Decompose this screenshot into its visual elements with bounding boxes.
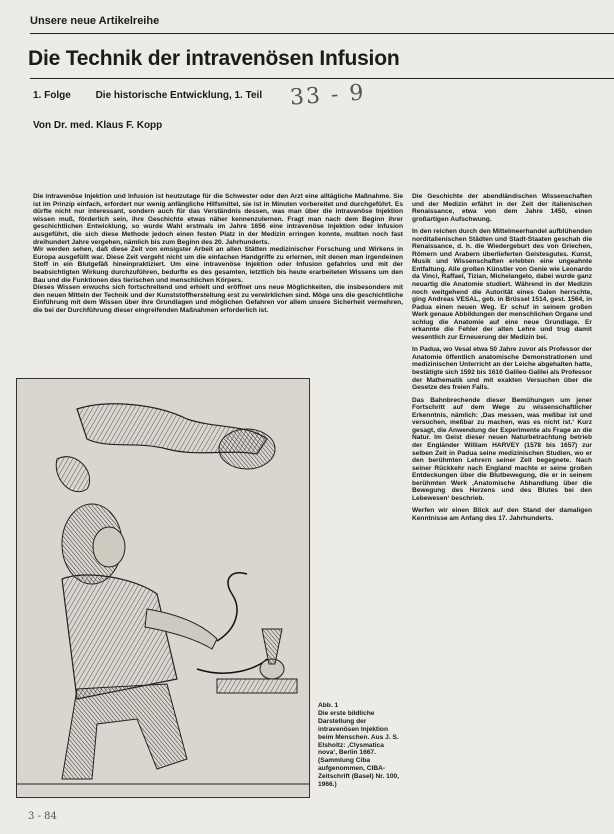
column-paragraph: In Padua, wo Vesal etwa 50 Jahre zuvor als Professor der Anatomie öffentlich anatomische Demonstrationen und medizinischen Unterricht an der Leiche abgehalten hatte, bestätigte sich 1592 bis 1610 Galileo Galilei als Professor der Mathematik und mit exakten Versuchen über die Gesetze des freien Falls. [412, 346, 592, 392]
engraving-illustration [17, 379, 309, 797]
article-title: Die Technik der intravenösen Infusion [28, 47, 400, 70]
intro-text [33, 193, 403, 375]
part-label: 1. Folge [33, 90, 71, 101]
footer-note: 3 - 84 [28, 811, 57, 822]
column-paragraph: In den reichen durch den Mittelmeerhandel aufblühenden norditalienischen Städten und Stadt-Staaten geschah die Renaissance, d. h. die Wiedergeburt des von Griechen, Römern und Arabern überlieferten Geistesgutes. Kunst, Musik und Wissenschaften erlebten eine ungeahnte Entfaltung. Alle großen Künstler von Genie wie Leonardo da Vinci, Raffael, Tizian, Michelangelo, dabei wurde ganz neuartig die Anatomie studiert. Während in der Medizin noch weitgehend die Autorität eines Galen herrschte, ging Andreas VESAL, geb. in Brüssel 1514, gest. 1564, in Padua einen neuen Weg. Er schuf in seinem großen Werk genaue Abbildungen der menschlichen Organe und schlug die Anatomie auf eine neue Grundlage. Er erkannte die Fehler der alten Lehre und trug damit wesentlich zur Erneuerung der Medizin bei. [412, 228, 592, 341]
intro-paragraph: Wir werden sehen, daß diese Zeit von emsigster Arbeit an allen Stätten medizinischer Forschung und Wirkens in Europa ausgefüllt war. Diese Zeit vergeht nicht um die einfachen Handgriffe zu erlernen, mit denen man irgendeinen Stoff in ein Blutgefäß hineinpraktiziert. Um eine intravenöse Injektion oder Infusion gefahrlos und mit der beabsichtigten Wirkung durchzuführen, bedurfte es des gesamten, letztlich bis heute erarbeiteten Wissens um den Bau und die Funktionen des tierischen und menschlichen Körpers. [33, 246, 403, 284]
part-line [33, 90, 262, 101]
intro-paragraph: Dieses Wissen erwuchs sich fortschreitend und erhielt und eröffnet uns neue Möglichkeiten, die insbesondere mit den neuen Mitteln der Technik und der Kunststoffherstellung erst zu verwirklichen sind. Möge uns die geschichtliche Einführung mit dem Wissen über ihre Grundlagen und möglichen Gefahren vor allem unsere Sicherheit vermehren, die bei der Durchführung dieser eingreifenden Maßnahmen erforderlich ist. [33, 284, 403, 314]
author-line: Von Dr. med. Klaus F. Kopp [33, 120, 163, 131]
title-rule [30, 78, 614, 79]
series-label: Unsere neue Artikelreihe [30, 15, 160, 27]
header-rule [30, 33, 614, 34]
intro-paragraph: Die intravenöse Injektion und Infusion ist heutzutage für die Schwester oder den Arzt eine alltägliche Maßnahme. Sie ist im Prinzip einfach, erfordert nur wenig anfängliche Hilfsmittel, sie ist in Minuten vorbereitet und durchgeführt. Es dürfte nicht nur interessant, sondern auch für das Verständnis dessen, was man über die intravenöse Injektion wissen muß, förderlich sein, ihre Geschichte etwas näher kennenzulernen. Fragt man nach dem Beginn ihrer geschichtlichen Entwicklung, so wurde Wahl erstmals im Jahre 1656 eine intravenöse Injektion oder Infusion ausgeführt, die sich diese Methode jedoch einen festen Platz in der Medizin erringen konnte, mußten noch fast dreihundert Jahre vergehen, nämlich bis zum Beginn des 20. Jahrhunderts. [33, 193, 403, 246]
handwritten-note: 33 - 9 [289, 80, 367, 111]
caption-label: Abb. 1 [318, 702, 339, 709]
right-column-text [412, 193, 592, 821]
figure-caption [318, 702, 404, 789]
column-paragraph: Werfen wir einen Blick auf den Stand der damaligen Kenntnisse am Anfang des 17. Jahrhunderts. [412, 507, 592, 522]
part-subtitle: Die historische Entwicklung, 1. Teil [95, 90, 263, 101]
column-paragraph: Das Bahnbrechende dieser Bemühungen um jener Fortschritt auf dem Wege zu wissenschaftlicher Erkenntnis, nämlich: ‚Das messen, was meßbar ist und versuchen, meßbar zu machen, was es nicht ist.‘ Kurz gesagt, die Anwendung der Experimente als Frage an die Natur. Im Geist dieser neuen Naturbetrachtung betrieb der Engländer William HARVEY (1578 bis 1657) zur selben Zeit in Padua seine medizinischen Studien, wo er den berühmten Lehrern seiner Zeit begegnete. Nach seiner Rückkehr nach England machte er seine großen Entdeckungen über die Blutbewegung, die er in seinem berühmten Werk ‚Anatomische Abhandlung über die Bewegung des Herzens und des Blutes bei den Lebewesen‘ beschrieb. [412, 396, 592, 502]
column-paragraph: Die Geschichte der abendländischen Wissenschaften und der Medizin erfährt in der Zeit der italienischen Renaissance, etwa von dem Jahre 1450, einen großartigen Aufschwung. [412, 193, 592, 223]
caption-text: Die erste bildliche Darstellung der intravenösen Injektion beim Menschen. Aus J. S. Elsholtz: ‚Clysmatica nova‘, Berlin 1667. (Sammlung Ciba aufgenommen, CIBA-Zeitschrift (Basel) Nr. 100, 1966.) [318, 709, 399, 789]
historical-engraving [16, 378, 310, 798]
